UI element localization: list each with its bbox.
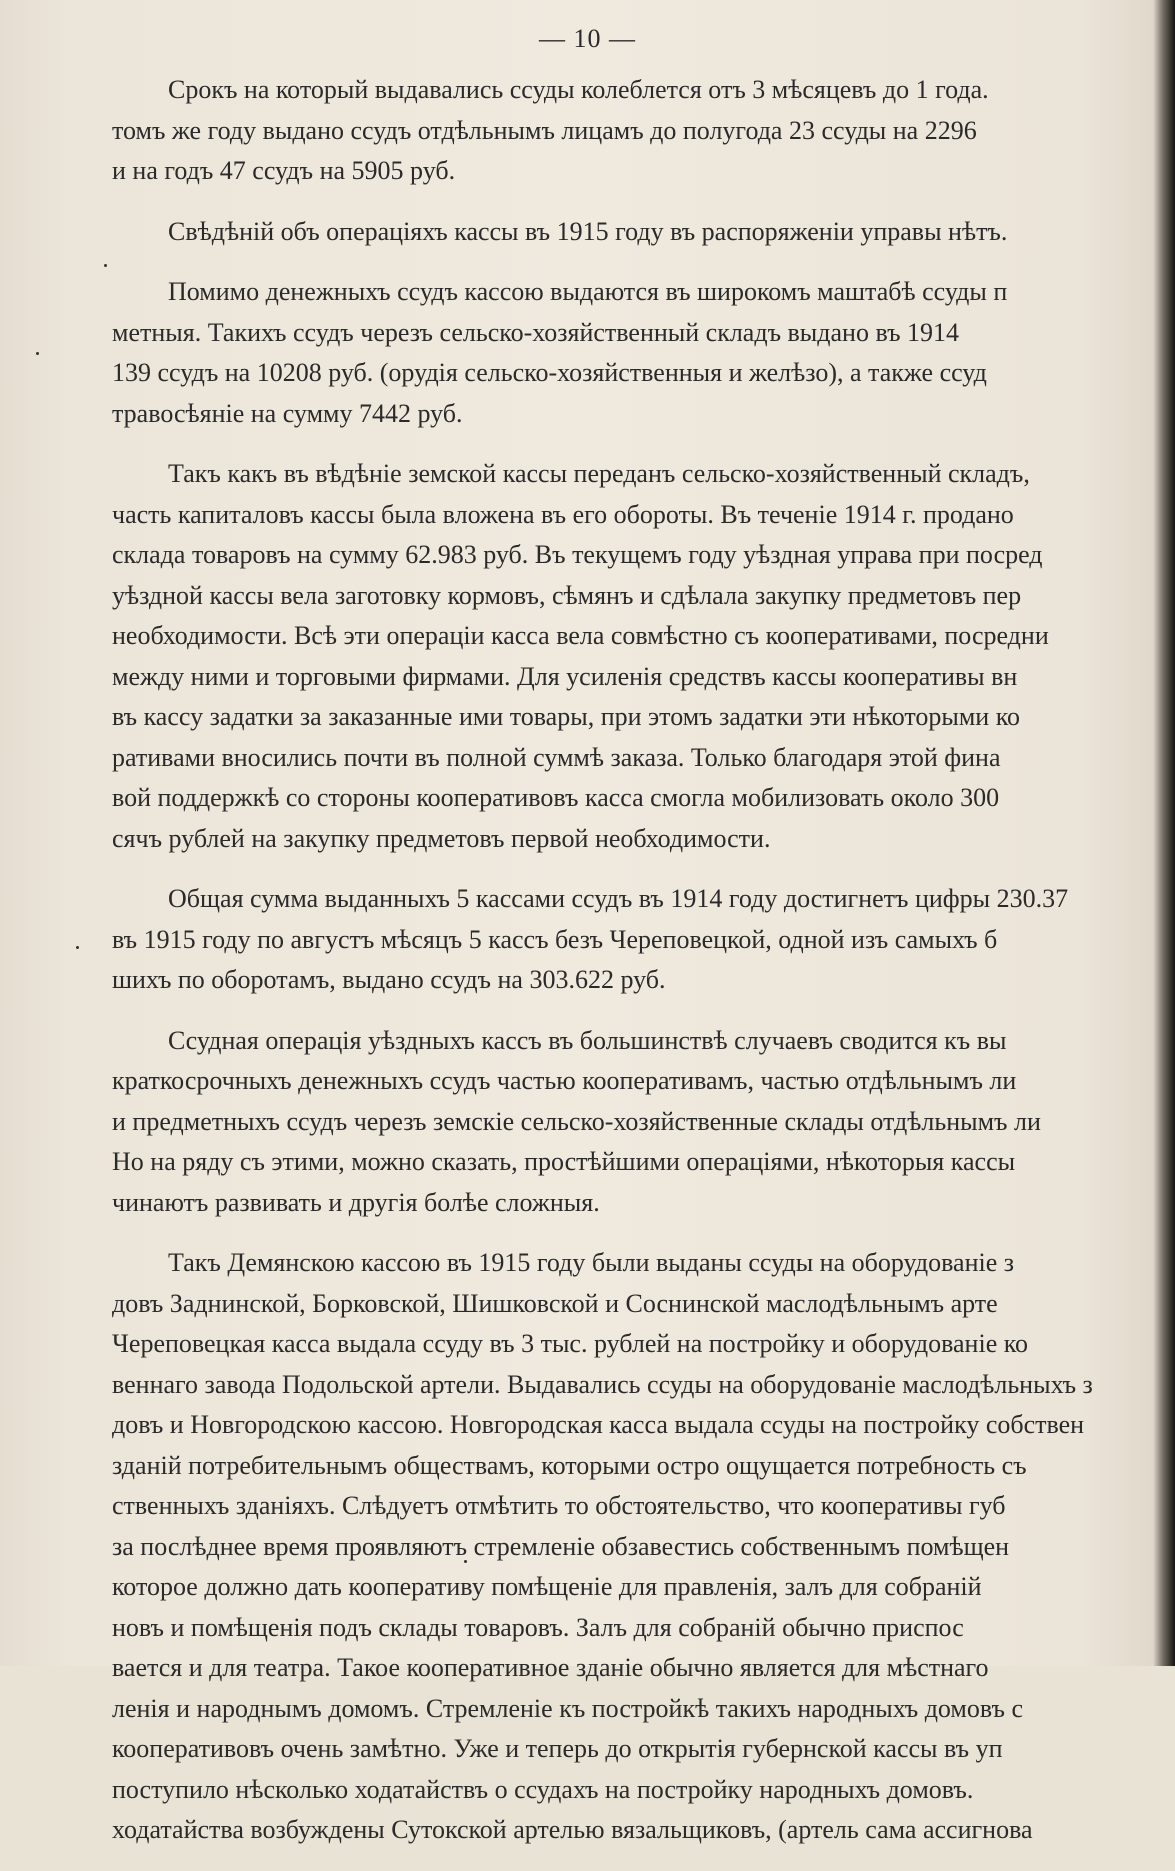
text-line: томъ же году выдано ссудъ отдѣльнымъ лицамъ до полугода 23 ссуды на 2296 [112, 115, 977, 145]
ink-speck [76, 946, 79, 949]
text-line: Но на ряду съ этими, можно сказать, простѣйшими операціями, нѣкоторыя кассы [112, 1147, 1016, 1176]
text-line: метныя. Такихъ ссудъ черезъ сельско-хозяйственный складъ выдано въ 1914 [112, 317, 960, 347]
text-line: вается и для театра. Такое кооперативное зданіе обычно является для мѣстнаго [112, 1653, 989, 1682]
text-line: ленія и народнымъ домомъ. Стремленіе къ постройкѣ такихъ народныхъ домовъ с [112, 1693, 1024, 1723]
text-line: 139 ссудъ на 10208 руб. (орудія сельско-хозяйственныя и желѣзо), а также ссуд [112, 358, 987, 387]
page-number: — 10 — [539, 24, 636, 53]
text-line: довъ Заднинской, Борковской, Шишковской и Соснинской маслодѣльнымъ арте [112, 1288, 998, 1318]
text-line: вой поддержкѣ со стороны кооперативовъ касса смогла мобилизовать около 300 [112, 783, 1000, 812]
ink-speck [36, 352, 39, 355]
page-edge-shadow [1153, 0, 1175, 1666]
paragraph-6 [112, 1021, 1152, 1224]
text-line: травосѣяніе на сумму 7442 руб. [112, 398, 463, 428]
text-line: часть капиталовъ кассы была вложена въ его обороты. Въ теченіе 1914 г. продано [112, 499, 1014, 529]
text-line: Общая сумма выданныхъ 5 кассами ссудъ въ 1914 году достигнетъ цифры 230.37 [168, 884, 1069, 913]
text-line: Срокъ на который выдавались ссуды колеблется отъ 3 мѣсяцевъ до 1 года. [168, 75, 989, 104]
text-line: въ кассу задатки за заказанные ими товары, при этомъ задатки эти нѣкоторыми ко [112, 702, 1021, 731]
text-line: шихъ по оборотамъ, выдано ссудъ на 303.622 руб. [112, 965, 666, 994]
paragraph-3 [112, 272, 1152, 434]
text-line: склада товаровъ на сумму 62.983 руб. Въ текущемъ году уѣздная управа при посред [112, 540, 1043, 569]
text-line: необходимости. Всѣ эти операціи касса вела совмѣстно съ кооперативами, посредни [112, 621, 1049, 650]
text-line: въ 1915 году по августъ мѣсяцъ 5 кассъ безъ Череповецкой, одной изъ самыхъ б [112, 924, 998, 954]
text-line: ходатайства возбуждены Сутокской артелью вязальщиковъ, (артель сама ассигнова [112, 1815, 1033, 1844]
body-text [112, 70, 1152, 1871]
text-line: довъ и Новгородскою кассою. Новгородская касса выдала ссуды на постройку собствен [112, 1410, 1085, 1439]
text-line: зданій потребительнымъ обществамъ, которыми остро ощущается потребность съ [112, 1450, 1027, 1480]
text-line: поступило нѣсколько ходатайствъ о ссудахъ на постройку народныхъ домовъ. [112, 1774, 974, 1804]
text-line: чинаютъ развивать и другія болѣе сложныя. [112, 1187, 600, 1217]
ink-speck [464, 1560, 467, 1563]
text-line: веннаго завода Подольской артели. Выдавались ссуды на оборудованіе маслодѣльныхъ з [112, 1369, 1093, 1399]
text-line: краткосрочныхъ денежныхъ ссудъ частью кооперативамъ, частью отдѣльнымъ ли [112, 1066, 1017, 1095]
text-line: ственныхъ зданіяхъ. Слѣдуетъ отмѣтить то обстоятельство, что кооперативы губ [112, 1491, 1006, 1520]
paragraph-1 [112, 70, 1152, 192]
text-line: за послѣднее время проявляютъ стремленіе обзавестись собственнымъ помѣщен [112, 1531, 1010, 1561]
text-line: ративами вносились почти въ полной суммѣ заказа. Только благодаря этой фина [112, 742, 1001, 772]
text-line: и предметныхъ ссудъ черезъ земскіе сельско-хозяйственные склады отдѣльнымъ ли [112, 1106, 1041, 1136]
text-line: Такъ Демянскою кассою въ 1915 году были выданы ссуды на оборудованіе з [168, 1248, 1015, 1277]
text-line: кооперативовъ очень замѣтно. Уже и теперь до открытія губернской кассы въ уп [112, 1734, 1003, 1763]
text-line: Такъ какъ въ вѣдѣніе земской кассы переданъ сельско-хозяйственный складъ, [168, 459, 1030, 488]
paragraph-7 [112, 1243, 1152, 1851]
paragraph-2 [112, 212, 1152, 253]
paragraph-5 [112, 879, 1152, 1001]
ink-speck [104, 264, 107, 267]
text-line: новъ и помѣщенія подъ склады товаровъ. Залъ для собраній обычно приспос [112, 1612, 964, 1642]
text-line: Череповецкая касса выдала ссуду въ 3 тыс. рублей на постройку и оборудованіе ко [112, 1329, 1029, 1358]
text-line: Свѣдѣній объ операціяхъ кассы въ 1915 году въ распоряженіи управы нѣтъ. [168, 216, 1008, 246]
text-line: сячъ рублей на закупку предметовъ первой необходимости. [112, 823, 771, 853]
text-line: и на годъ 47 ссудъ на 5905 руб. [112, 156, 456, 185]
text-line: Помимо денежныхъ ссудъ кассою выдаются въ широкомъ маштабѣ ссуды п [168, 277, 1008, 306]
text-line: Ссудная операція уѣздныхъ кассъ въ большинствѣ случаевъ сводится къ вы [168, 1025, 1007, 1055]
text-line: уѣздной кассы вела заготовку кормовъ, сѣмянъ и сдѣлала закупку предметовъ пер [112, 580, 1022, 610]
paragraph-4 [112, 454, 1152, 859]
text-line: которое должно дать кооперативу помѣщеніе для правленія, залъ для собраній [112, 1572, 982, 1601]
text-line: между ними и торговыми фирмами. Для усиленія средствъ кассы кооперативы вн [112, 661, 1018, 691]
